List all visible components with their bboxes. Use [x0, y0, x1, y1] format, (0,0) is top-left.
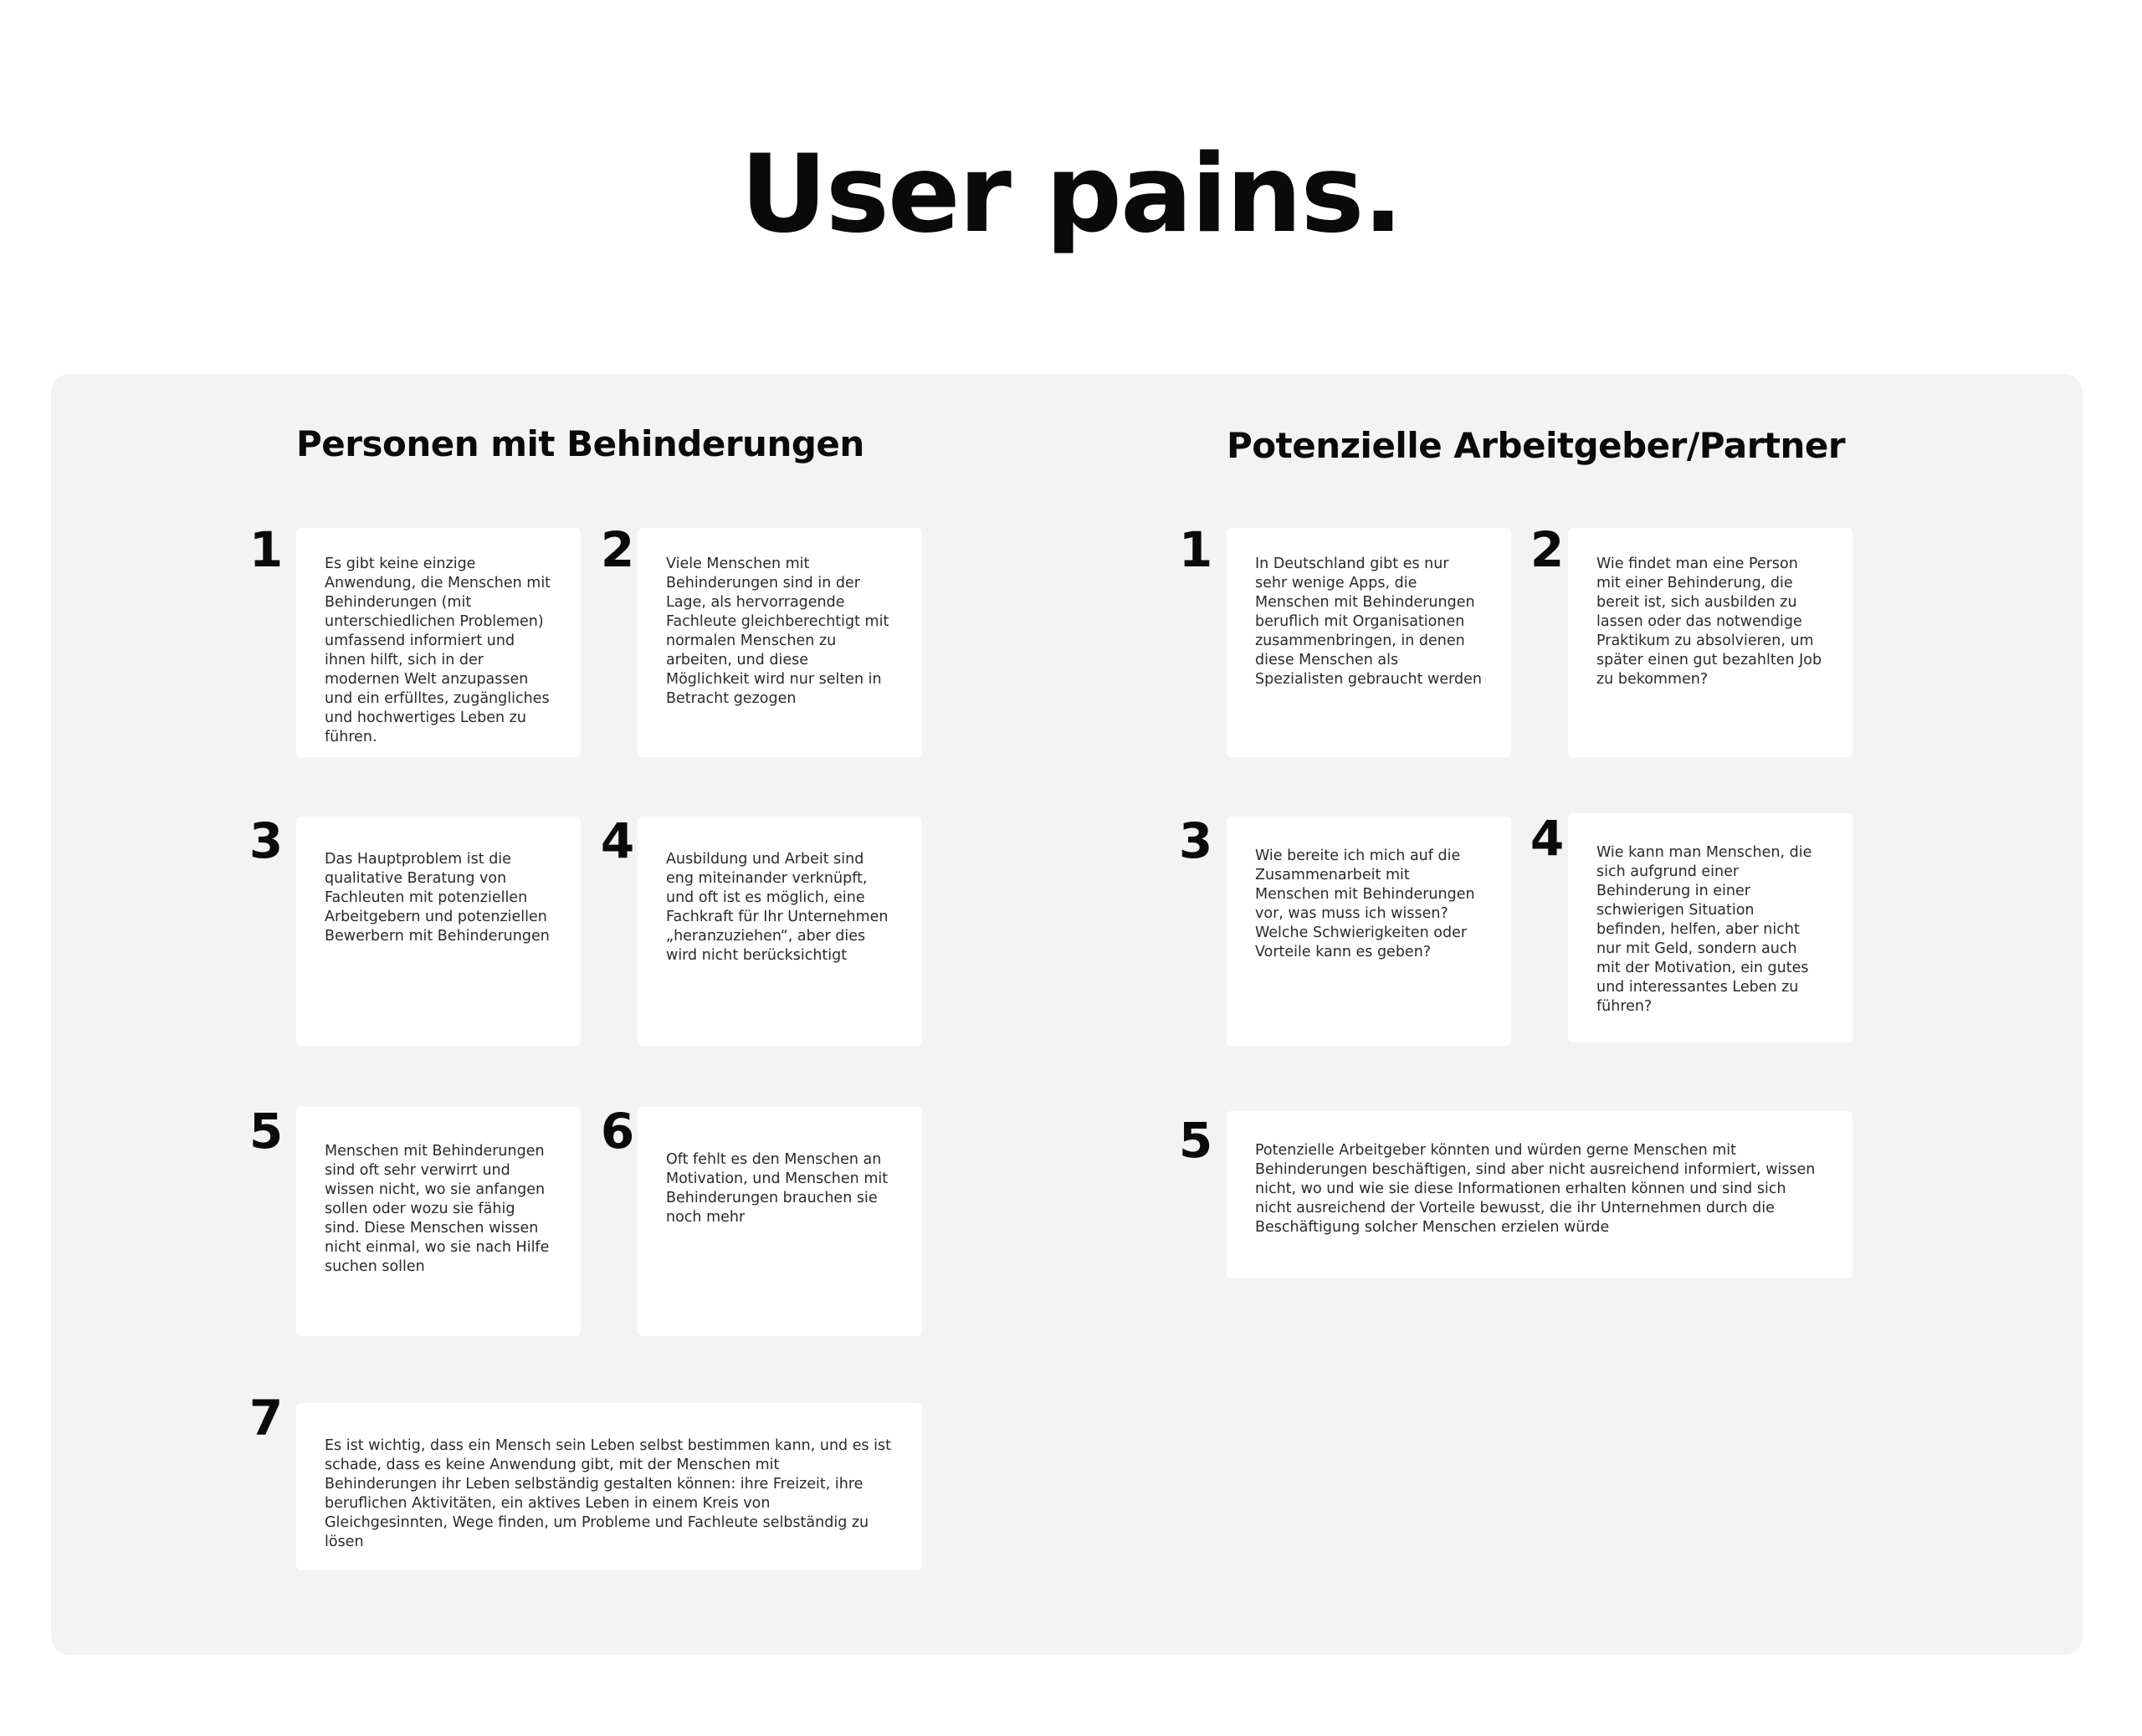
pain-number: 7 [249, 1390, 284, 1447]
pain-card [1227, 528, 1511, 757]
pains-panel [51, 374, 2083, 1655]
pain-text: In Deutschland gibt es nur sehr wenige Apps, die Menschen mit Behinderungen beruflich mit Organisationen zusammenbringen, in denen diese Menschen als Spezialisten gebraucht werden [1255, 556, 1482, 688]
pain-card [638, 528, 922, 757]
pain-text: Potenzielle Arbeitgeber könnten und würden gerne Menschen mit Behinderungen beschäftigen, sind aber nicht ausreichend informiert, wissen nicht, wo und wie sie diese Informationen erhalten können und sind sich nicht ausreichend der Vorteile bewusst, die ihr Unternehmen durch die Beschäftigung solcher Menschen erzielen würde [1255, 1142, 1816, 1236]
pain-text: Ausbildung und Arbeit sind eng miteinander verknüpft, und oft ist es möglich, eine Fachkraft für Ihr Unternehmen „heranzuziehen“, aber dies wird nicht berücksichtigt [666, 851, 889, 964]
pain-card [296, 1403, 922, 1570]
group-heading-persons: Personen mit Behinderungen [296, 423, 864, 464]
pain-number: 5 [249, 1103, 284, 1160]
pain-text: Viele Menschen mit Behinderungen sind in der Lage, als hervorragende Fachleute gleichberechtigt mit normalen Menschen zu arbeiten, und diese Möglichkeit wird nur selten in Betracht gezogen [666, 556, 889, 707]
group-heading-employers: Potenzielle Arbeitgeber/Partner [1227, 425, 1846, 466]
pain-text: Es gibt keine einzige Anwendung, die Menschen mit Behinderungen (mit unterschiedlichen Problemen) umfassend informiert und ihnen hilft, sich in der modernen Welt anzupassen und ein erfülltes, zugängliches und hochwertiges Leben zu führen. [325, 556, 551, 745]
pain-number: 6 [600, 1103, 635, 1160]
pain-card [638, 817, 922, 1046]
pain-text: Menschen mit Behinderungen sind oft sehr verwirrt und wissen nicht, wo sie anfangen sollen oder wozu sie fähig sind. Diese Menschen wissen nicht einmal, wo sie nach Hilfe suchen sollen [325, 1143, 550, 1275]
pain-text: Wie findet man eine Person mit einer Behinderung, die bereit ist, sich ausbilden zu lassen oder das notwendige Praktikum zu absolvieren, um später einen gut bezahlten Job zu bekommen? [1596, 556, 1822, 688]
pain-number: 2 [600, 521, 635, 578]
pain-number: 3 [1178, 812, 1213, 869]
pain-number: 5 [1178, 1112, 1213, 1169]
pain-number: 1 [1178, 521, 1213, 578]
pain-number: 3 [249, 812, 284, 869]
pain-card [296, 817, 581, 1046]
pain-card [296, 528, 581, 757]
pain-number: 2 [1530, 521, 1565, 578]
pain-card [1227, 817, 1511, 1046]
pain-number: 1 [249, 521, 284, 578]
pain-card [1227, 1111, 1852, 1278]
pain-card [296, 1107, 581, 1336]
pain-number: 4 [600, 812, 635, 869]
pain-text: Wie kann man Menschen, die sich aufgrund einer Behinderung in einer schwierigen Situation befinden, helfen, aber nicht nur mit Geld, sondern auch mit der Motivation, ein gutes und interessantes Leben zu führen? [1596, 844, 1812, 1015]
pain-card [1568, 813, 1852, 1042]
pain-number: 4 [1530, 810, 1565, 867]
pain-text: Oft fehlt es den Menschen an Motivation, und Menschen mit Behinderungen brauchen sie noch mehr [666, 1151, 889, 1226]
pain-card [638, 1107, 922, 1336]
page-title: User pains. [740, 132, 1402, 257]
pain-text: Es ist wichtig, dass ein Mensch sein Leben selbst bestimmen kann, und es ist schade, dass es keine Anwendung gibt, mit der Menschen mit Behinderungen ihr Leben selbständig gestalten können: ihre Freizeit, ihre beruflichen Aktivitäten, ein aktives Leben in einem Kreis von Gleichgesinnten, Wege finden, um Probleme und Fachleute selbständig zu lösen [325, 1437, 892, 1550]
pain-text: Wie bereite ich mich auf die Zusammenarbeit mit Menschen mit Behinderungen vor, was muss ich wissen? Welche Schwierigkeiten oder Vorteile kann es geben? [1255, 848, 1475, 960]
pain-card [1568, 528, 1852, 757]
pain-text: Das Hauptproblem ist die qualitative Beratung von Fachleuten mit potenziellen Arbeitgebern und potenziellen Bewerbern mit Behinderungen [325, 851, 550, 945]
